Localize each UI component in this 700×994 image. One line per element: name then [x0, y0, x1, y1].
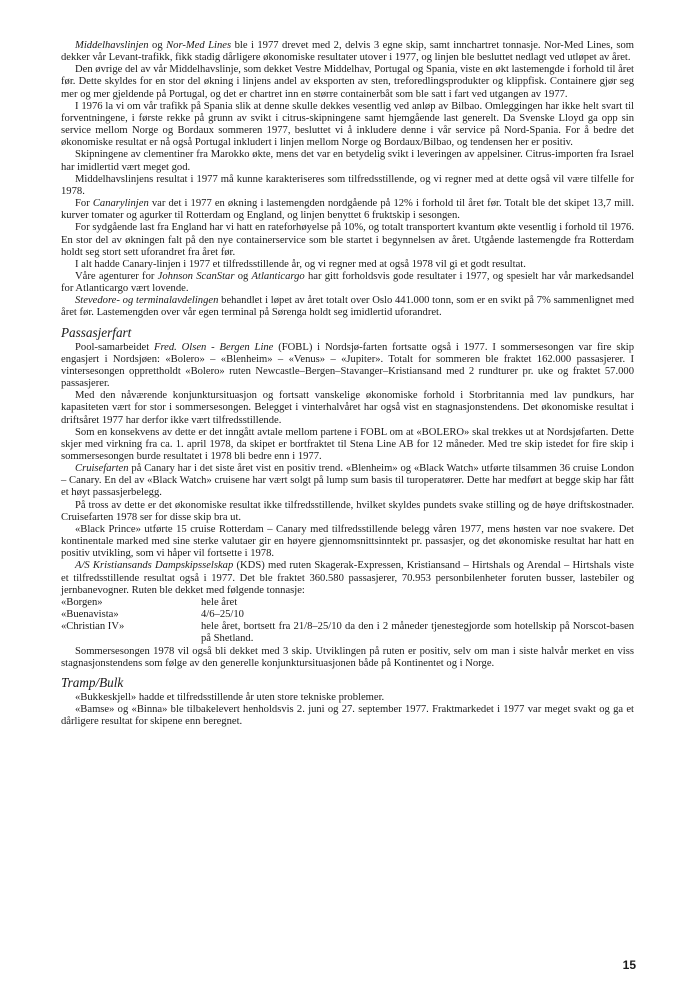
italic-text: A/S Kristiansands Dampskipsselskap — [75, 560, 234, 572]
ship-period: hele året, bortsett fra 21/8–25/10 da den i 2 måneder tjenestegjorde som hotellskip på Norscot-basen på Shetland. — [201, 621, 634, 645]
text-run: og — [148, 40, 167, 51]
ship-name: «Christian IV» — [61, 621, 125, 633]
p-summer-1978 — [61, 646, 634, 670]
text-run: behandlet i løpet av året totalt over Oslo 441.000 tonn, som er en svikt på 7% sammenlignet med året før. Lastemengden over vår egen terminal på Sørenga holdt seg imidlertid uforandret. — [61, 295, 634, 319]
italic-text: Cruisefarten — [75, 463, 129, 475]
p-cruise — [61, 463, 634, 499]
text-run: For — [75, 198, 93, 210]
p-med-result — [61, 174, 634, 198]
p-canary — [61, 198, 634, 222]
p-black-prince — [61, 524, 634, 560]
p-kds — [61, 560, 634, 596]
text-run: For sydgående last fra England har vi hatt en rateforhøyelse på 10%, og totalt transportert kvantum økte vesentlig i forhold til 1976. En stor del av økningen falt på den nye containerservice som ble startet i begynnelsen av året. Utgående lastemengde fra Rotterdam holdt seg stort sett uforandret fra året før. — [61, 222, 634, 258]
italic-text: Middelhavslinjen — [75, 40, 149, 51]
text-run: Som en konsekvens av dette er det inngått avtale mellom partene i FOBL om at «BOLERO» skal trekkes ut at Nordsjøfarten. Dette skjer med virkning fra ca. 1. april 1978, da skipet er bortfraktet til Stena Line AB for 12 måneder. Med tre skip istedet for fire skip i sommersesongen burde resultatet i 1978 bli bedre enn i 1977. — [61, 426, 634, 462]
text-run: (KDS) med ruten Skagerak-Expressen, Kristiansand – Hirtshals og Arendal – Hirtshals viste et tilfredsstillende resultat også i 1977. Det ble fraktet 360.580 passasjerer, 70.953 personbilenheter foruten busser, lastebiler og jernbanevogner. Ruten ble dekket med følgende tonnasje: — [61, 560, 634, 596]
text-run: I 1976 la vi om vår trafikk på Spania slik at denne skulle dekkes vesentlig ved anløp av Bilbao. Omleggingen har ikke helt svart til forventningene, i første rekke på grunn av svikt i citrus-skipningene samt hjemgående last generelt. Da Svenske Lloyd ga opp sin service mellom Norge og Bordaux sommeren 1977, besluttet vi å inkludere denne i vår service på Nord-Spania. For å bedre det økonomiske resultat er nå også Portugal inkludert i linjen mellom Norge og Bordaux/Bilbao, og tendensen her er positiv. — [61, 100, 634, 149]
text-run: på Canary har i det siste året vist en positiv trend. «Blenheim» og «Black Watch» utførte tilsammen 36 cruise London – Canary. En del av «Black Watch» cruisene har vært solgt på lump sum basis til turoperatører. Dette har medført at begge skip har fått et høyt passasjerbelegg. — [61, 463, 634, 499]
text-run: ble i 1977 drevet med 2, delvis 3 egne skip, samt innchartret tonnasje. Nor-Med Lines, som dekker vår Levant-trafikk, fikk stadig dårligere økonomiske resultater utover i 1977, og linjen ble besluttet nedlagt ved utløpet av året. — [61, 40, 635, 64]
text-run: Våre agenturer for — [75, 270, 158, 282]
text-run: (FOBL) i Nordsjø-farten fortsatte også i 1977. I sommersesongen var fire skip engasjert i Nordsjøen: «Bolero» – «Blenheim» – «Venus» – «Jupiter». Totalt for sommeren ble fraktet 162.000 passasjerer. I vintersesongen opprettholdt «Bolero» ruten Newcastle–Bergen–Stavanger–Kristiansand med 2 rundturer pr. uke og fraktet 57.000 passasjerer. — [61, 341, 634, 390]
p-canary-result — [61, 259, 634, 271]
p-stevedore — [61, 295, 634, 319]
text-run: og — [234, 270, 252, 282]
text-run: «Black Prince» utførte 15 cruise Rotterdam – Canary med tilfredsstillende belegg våren 1977, mens høsten var noe svakere. Det kontinentale marked med sine sterke valutaer gir en høyere gjennomsnittsinntekt pr. passasjer, og det økonomiske resultat har hatt en positiv utvikling, som vi håper vil fortsette i 1978. — [61, 523, 634, 560]
p-bukkeskjell — [61, 692, 634, 704]
ship-name: «Buenavista» — [61, 609, 119, 621]
document-body — [61, 40, 634, 728]
italic-text: Fred. Olsen - Bergen Line — [153, 341, 274, 353]
text-run: Med den nåværende konjunktursituasjon og fortsatt vanskelige økonomiske forhold i Storbritannia med lav pundkurs, har kapasiteten vært for stor i sommersesongen. Belegget i vinterhalvåret har også vist en stagnasjonstendens. Det økonomiske resultat i driftsåret 1977 har derfor ikke vært tilfredsstillende. — [61, 390, 634, 426]
italic-text: Stevedore- og terminalavdelingen — [75, 295, 219, 307]
p-south-england — [61, 222, 634, 258]
text-run: På tross av dette er det økonomiske resultat ikke tilfredsstillende, hvilket skyldes pundets svake stilling og de høye driftskostnader. Cruisefarten 1978 ser for disse skip bra ut. — [61, 499, 634, 523]
text-run: «Bukkeskjell» hadde et tilfredsstillende år uten store tekniske problemer. — [75, 691, 385, 703]
italic-text: Atlanticargo — [251, 270, 305, 282]
text-run: Middelhavslinjens resultat i 1977 må kunne karakteriseres som tilfredsstillende, og vi regner med at dette også vil være tilfelle for 1978. — [61, 173, 634, 197]
tonnage-row — [61, 597, 634, 609]
italic-text: Nor-Med Lines — [166, 40, 232, 51]
tonnage-row — [61, 621, 634, 645]
section-passenger-end — [61, 646, 634, 670]
section-lines — [61, 40, 634, 320]
p-western-med — [61, 64, 634, 100]
ship-period: 4/6–25/10 — [201, 609, 244, 621]
text-run: var det i 1977 en økning i lastemengden nordgående på 12% i forhold til året før. Totalt ble det skipet 13,7 mill. kurver tomater og agurker til Rotterdam og England, og linjen benyttet 6 fruktskip i sesongen. — [61, 198, 634, 222]
heading-tramp-bulk: Tramp/Bulk — [61, 674, 124, 690]
heading-passasjerfart: Passasjerfart — [61, 324, 132, 340]
p-spain-1976 — [61, 101, 634, 150]
p-cruise-result — [61, 500, 634, 524]
p-economic-situation — [61, 390, 634, 426]
ship-name: «Borgen» — [61, 596, 103, 608]
tonnage-list — [61, 597, 634, 646]
text-run: Den øvrige del av vår Middelhavslinje, som dekket Vestre Middelhav, Portugal og Spania, viste en økt lastemengde i forhold til året før. Dette skyldes for en stor del økning i linjens andel av eksporten av sten, treforedlingsprodukter og klippfisk. Containere gjør seg mer og mer gjeldende på Portugal, og det er chartret inn en større containerbåt som ble satt i fart ved utgangen av 1977. — [61, 64, 634, 100]
p-pool — [61, 342, 634, 391]
text-run: har gitt forholdsvis gode resultater i 1977, og spesielt har vår markedsandel for Atlanticargo vært lovende. — [61, 270, 634, 295]
text-run: «Bamse» og «Binna» ble tilbakelevert henholdsvis 2. juni og 27. september 1977. Fraktmarkedet i 1977 var meget svakt og ga et dårligere resultat for skipene enn beregnet. — [61, 703, 634, 728]
section-tramp — [61, 692, 634, 728]
section-passenger — [61, 342, 634, 597]
italic-text: Canarylinjen — [92, 198, 149, 210]
p-agencies — [61, 271, 634, 295]
p-med-lines — [61, 40, 634, 64]
tonnage-row — [61, 609, 634, 621]
p-clementines — [61, 149, 634, 173]
text-run: I alt hadde Canary-linjen i 1977 et tilfredsstillende år, og vi regner med at også 1978 vil gi et godt resultat. — [75, 258, 526, 270]
italic-text: Johnson ScanStar — [157, 270, 235, 282]
text-run: Skipningene av clementiner fra Marokko økte, mens det var en betydelig svikt i leveringen av appelsiner. Citrus-importen fra Israel har imidlertid vært meget god. — [61, 149, 634, 173]
ship-period: hele året — [201, 596, 238, 608]
page-number: 15 — [622, 958, 636, 972]
p-bamse-binna — [61, 704, 634, 728]
text-run: Sommersesongen 1978 vil også bli dekket med 3 skip. Utviklingen på ruten er positiv, selv om man i siste halvår merket en viss stagnasjonstendens som følge av den generelle konjunktursituasjonen både på Kontinentet og i Norge. — [61, 645, 634, 669]
p-bolero-withdrawn — [61, 427, 634, 463]
text-run: Pool-samarbeidet — [75, 341, 154, 353]
